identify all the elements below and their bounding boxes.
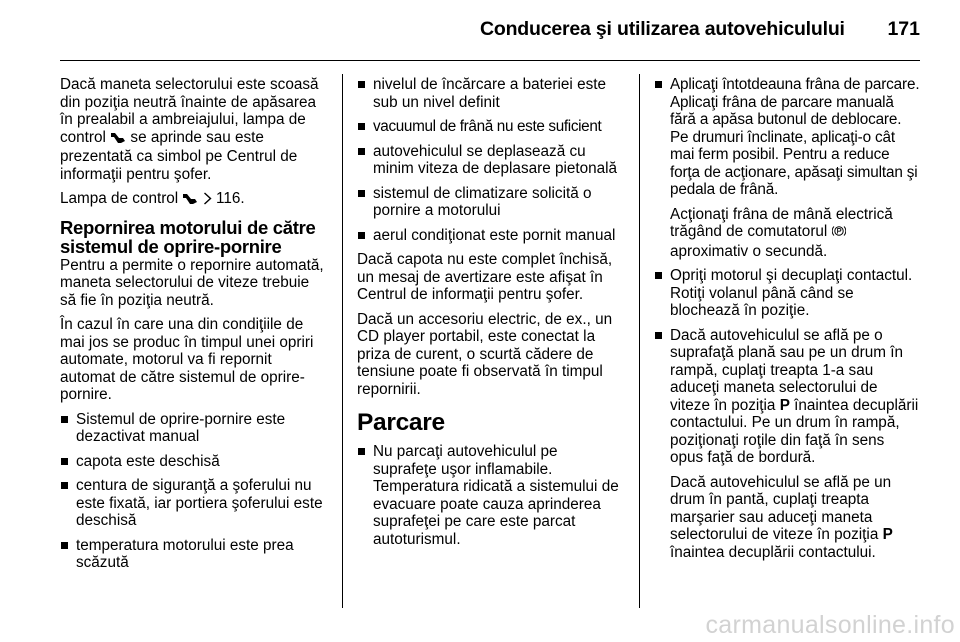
column-divider <box>639 74 640 608</box>
bullet-list <box>357 76 623 244</box>
stop-start-icon <box>182 192 198 210</box>
column-1 <box>60 76 326 579</box>
paragraph: Lampa de control 116. <box>60 190 326 210</box>
list-item: temperatura motorului este prea scăzută <box>60 537 326 572</box>
section-heading: Parcare <box>357 409 445 436</box>
header-rule <box>60 60 920 61</box>
parking-brake-icon <box>832 224 846 243</box>
paragraph: Dacă autovehiculul se află pe un drum în pantă, cuplaţi treapta marşarier sau aduceţi maneta selectorului de viteze în poziţia P înaintea decuplării contactului. <box>670 473 893 561</box>
page-ref-link[interactable]: 116. <box>215 190 245 207</box>
list-item: centura de siguranţă a şoferului nu este fixată, iar portiera şoferului este deschisă <box>60 477 326 530</box>
list-item: Opriţi motorul şi decuplaţi contactul. Rotiţi volanul până când se blochează în poziţie. <box>654 267 920 320</box>
list-item: Dacă autovehiculul se află pe o suprafaţă plană sau pe un drum în rampă, cuplaţi treapta 1-a sau aduceţi maneta selectorului de viteze în poziţia P înaintea decuplării contactului. Pe un drum în rampă, poziţionaţi roţile din faţă în sens opus faţă de bordură. Dacă autovehiculul se află pe un drum în pantă, cuplaţi treapta marşarier sau aduceţi maneta selectorului de viteze în poziţia P înaintea decuplării contactului. <box>654 327 920 562</box>
bullet-list <box>60 411 326 572</box>
list-item: Nu parcaţi autovehiculul pe suprafeţe uşor inflamabile. Temperatura ridicată a sistemului de evacuare poate cauza aprinderea suprafeţei pe care este parcat autoturismul. <box>357 443 623 548</box>
list-item: sistemul de climatizare solicită o pornire a motorului <box>357 185 623 220</box>
list-item: autovehiculul se deplasează cu minim viteza de deplasare pietonală <box>357 143 623 178</box>
paragraph: Dacă capota nu este complet închisă, un mesaj de avertizare este afişat în Centrul de informaţii pentru şofer. <box>357 251 613 303</box>
bullet-list <box>654 76 920 561</box>
paragraph: Dacă maneta selectorului este scoasă din poziţia neutră înainte de apăsarea în prealabil a ambreiajului, lampa de control se aprinde sau este prezentată ca simbol pe Centrul de informaţii pentru şofer. <box>60 76 319 183</box>
watermark: carmanualsonline.info <box>705 611 955 639</box>
paragraph: În cazul în care una din condiţiile de mai jos se produc în timpul unei opriri automate, motorul va fi repornit automat de către sistemul de oprire-pornire. <box>60 316 314 403</box>
column-divider <box>342 74 343 608</box>
column-2 <box>357 76 623 555</box>
page-ref-icon[interactable] <box>203 192 212 210</box>
paragraph: Dacă un accesoriu electric, de ex., un CD player portabil, este conectat la priza de curent, o scurtă cădere de tensiune poate fi observată în timpul repornirii. <box>357 310 613 398</box>
section-heading: Repornirea motorului de către sistemul de oprire-pornire <box>60 216 316 257</box>
list-item: nivelul de încărcare a bateriei este sub un nivel definit <box>357 76 623 111</box>
bullet-list <box>357 443 623 548</box>
column-3 <box>654 76 920 568</box>
stop-start-icon <box>110 131 126 149</box>
paragraph: Acţionaţi frâna de mână electrică trăgând de comutatorul aproximativ o secundă. <box>670 205 893 260</box>
list-item: Aplicaţi întotdeauna frâna de parcare. Aplicaţi frâna de parcare manuală fără a apăsa butonul de deblocare. Pe drumuri înclinate, aplicaţi-o cât mai ferm posibil. Pentru a reduce forţa de acţionare, apăsaţi simultan şi pedala de frână. Acţionaţi frâna de mână electrică trăgând de comutatorul aproximativ o secundă. <box>654 76 920 260</box>
page-title: Conducerea şi utilizarea autovehiculului <box>480 18 845 40</box>
page-number: 171 <box>887 18 920 40</box>
list-item: vacuumul de frână nu este suficient <box>357 118 623 136</box>
list-item: Sistemul de oprire-pornire este dezactivat manual <box>60 411 326 446</box>
paragraph: Pentru a permite o repornire automată, maneta selectorului de viteze trebuie să fie în poziţia neutră. <box>60 256 324 309</box>
list-item: aerul condiţionat este pornit manual <box>357 227 623 245</box>
list-item: capota este deschisă <box>60 453 326 471</box>
